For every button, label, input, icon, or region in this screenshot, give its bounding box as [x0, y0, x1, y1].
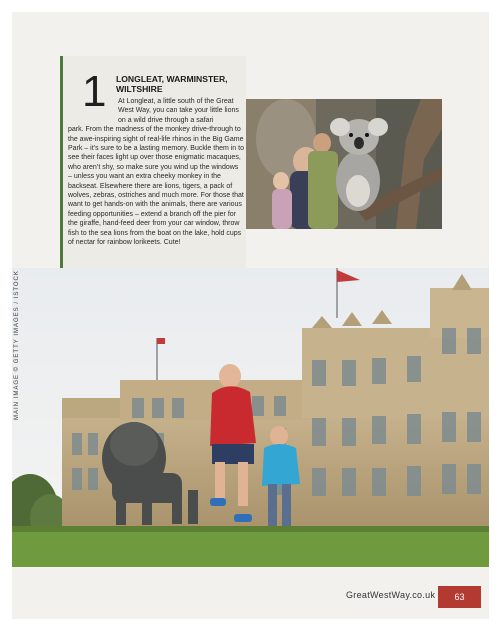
longleat-main-photo — [12, 268, 489, 567]
koala-image — [246, 99, 442, 229]
entry-text: park. From the madness of the monkey drive-through to the awe-inspiring sight of real-life rhinos in the Big Game Park – it’s sure to be a lasting memory. Buckle them in to see their faces light up over those enigmatic macaques, who aren’t shy, so make sure you wind up the windows – unless you want an extra cheeky monkey in the backseat. Elsewhere there are lions, tigers, a pack of wolves, zebras, ostriches and much more. For those that want to get hands-on with the animals, there are various feeding opportunities – extend a branch off the pier for the giraffe, hand-feed deer from your car window, throw fish to the sea lions from the boat on the lake, hold cups of nectar for rainbow lorikeets. Cute! — [68, 126, 244, 247]
longleat-house-image — [12, 268, 489, 567]
koala-photo — [246, 99, 442, 229]
article-box — [60, 56, 246, 292]
entry-body — [68, 97, 244, 248]
entry-number: 1 — [82, 67, 107, 116]
entry-lead: At Longleat, a little south of the Great West Way, you can take your little lions on a wild drive through a safari — [118, 98, 239, 124]
page-number: 63 — [438, 586, 481, 608]
photo-credit: MAIN IMAGE © GETTY IMAGES / ISTOCK — [14, 270, 20, 420]
footer-website[interactable]: GreatWestWay.co.uk — [346, 590, 436, 600]
entry-title: LONGLEAT, WARMINSTER, WILTSHIRE — [116, 74, 228, 94]
green-accent-rule — [60, 56, 63, 292]
